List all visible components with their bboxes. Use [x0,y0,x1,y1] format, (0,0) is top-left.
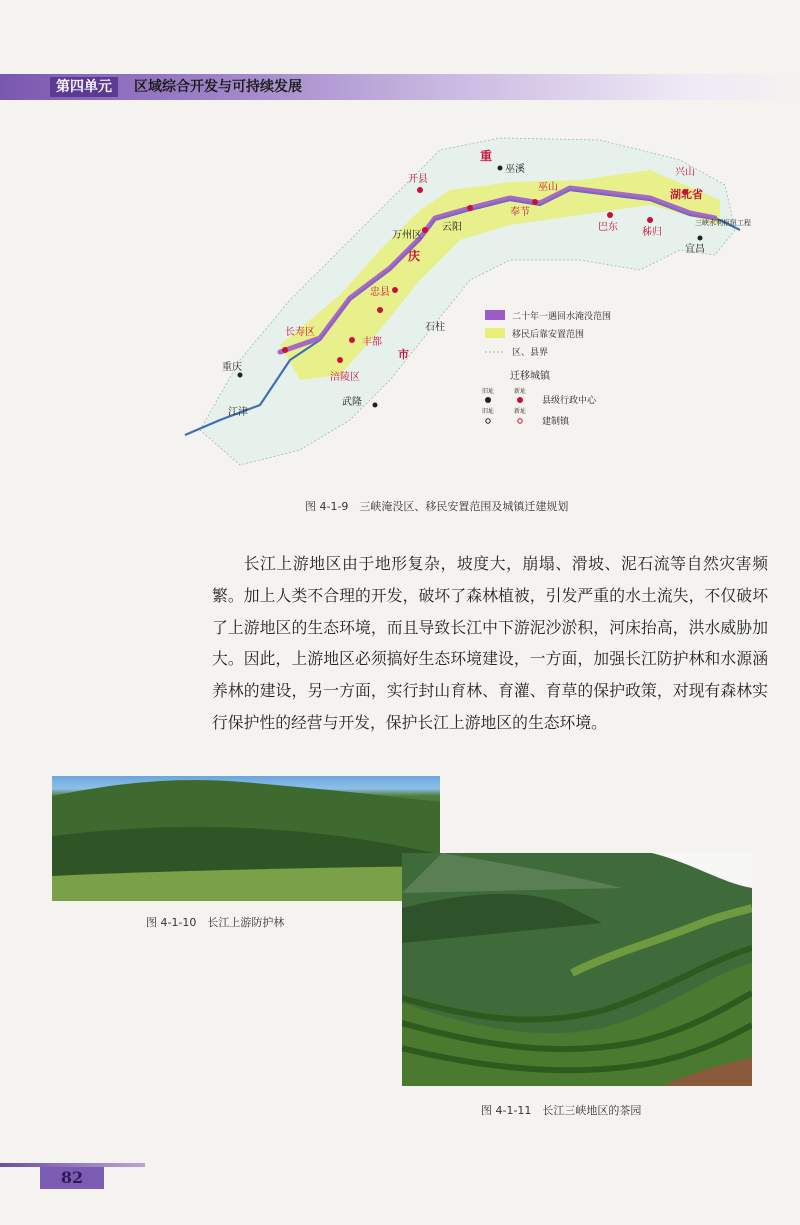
header-bar [0,74,800,100]
label-xingshan: 兴山 [675,167,695,178]
label-zhongxian: 忠县 [370,287,390,298]
label-wushan: 巫山 [538,182,558,193]
legend-new-site-2: 新址 [514,408,527,415]
label-wulong: 武隆 [342,397,362,408]
label-zigui: 秭归 [642,227,662,238]
label-dam: 三峡水利枢纽工程 [695,219,751,227]
label-qing: 庆 [408,249,421,263]
legend-old-site-1: 旧址 [482,388,495,395]
caption-photo2: 图 4-1-11 长江三峡地区的茶园 [481,1104,642,1117]
caption-map: 图 4-1-9 三峡淹没区、移民安置范围及城镇迁建规划 [305,500,569,513]
legend-new-site-1: 新址 [514,388,527,395]
caption-photo1: 图 4-1-10 长江上游防护林 [146,916,285,929]
label-wuxi: 巫溪 [505,164,525,175]
legend-towns: 迁移城镇 [510,371,550,382]
chapter-title: 区域综合开发与可持续发展 [134,79,302,95]
legend-resettle: 移民后靠安置范围 [512,330,585,340]
map-legend [482,310,611,427]
label-badong: 巴东 [598,222,618,233]
label-yunyang: 云阳 [442,222,462,233]
label-shizhu: 石柱 [425,322,445,333]
legend-county-center: 县级行政中心 [542,396,597,406]
legend-boundary: 区、县界 [512,348,549,358]
label-fengdu: 丰都 [362,337,382,348]
label-chong: 重 [480,149,493,163]
page-number: 82 [40,1167,104,1189]
photo-shelter-forest [52,776,440,901]
legend-old-site-2: 旧址 [482,408,495,415]
label-wanzhou: 万州区 [392,230,422,241]
label-chongqing: 重庆 [222,362,242,373]
label-jiangjin: 江津 [228,407,248,418]
label-shi: 市 [398,348,409,361]
label-hubei: 湖北省 [670,188,703,201]
label-kaixian: 开县 [408,174,428,185]
label-fuling: 涪陵区 [330,372,360,383]
label-yichang: 宜昌 [685,244,705,255]
label-fengjie: 奉节 [510,207,530,218]
unit-label: 第四单元 [50,77,118,97]
body-paragraph: 长江上游地区由于地形复杂，坡度大，崩塌、滑坡、泥石流等自然灾害频繁。加上人类不合理的开发，破坏了森林植被，引发严重的水土流失，不仅破坏了上游地区的生态环境，而且导致长江中下游泥沙淤积，河床抬高，洪水威胁加大。因此，上游地区必须搞好生态环境建设，一方面，加强长江防护林和水源涵养林的建设，另一方面，实行封山育林、育灌、育草的保护政策，对现有森林实行保护性的经营与开发，保护长江上游地区的生态环境。 [212,554,768,732]
label-changshou: 长寿区 [285,327,315,338]
legend-flood: 二十年一遇回水淹没范围 [512,312,612,322]
three-gorges-map [180,130,760,475]
photo-tea-garden [402,853,752,1086]
legend-town: 建制镇 [542,417,570,427]
